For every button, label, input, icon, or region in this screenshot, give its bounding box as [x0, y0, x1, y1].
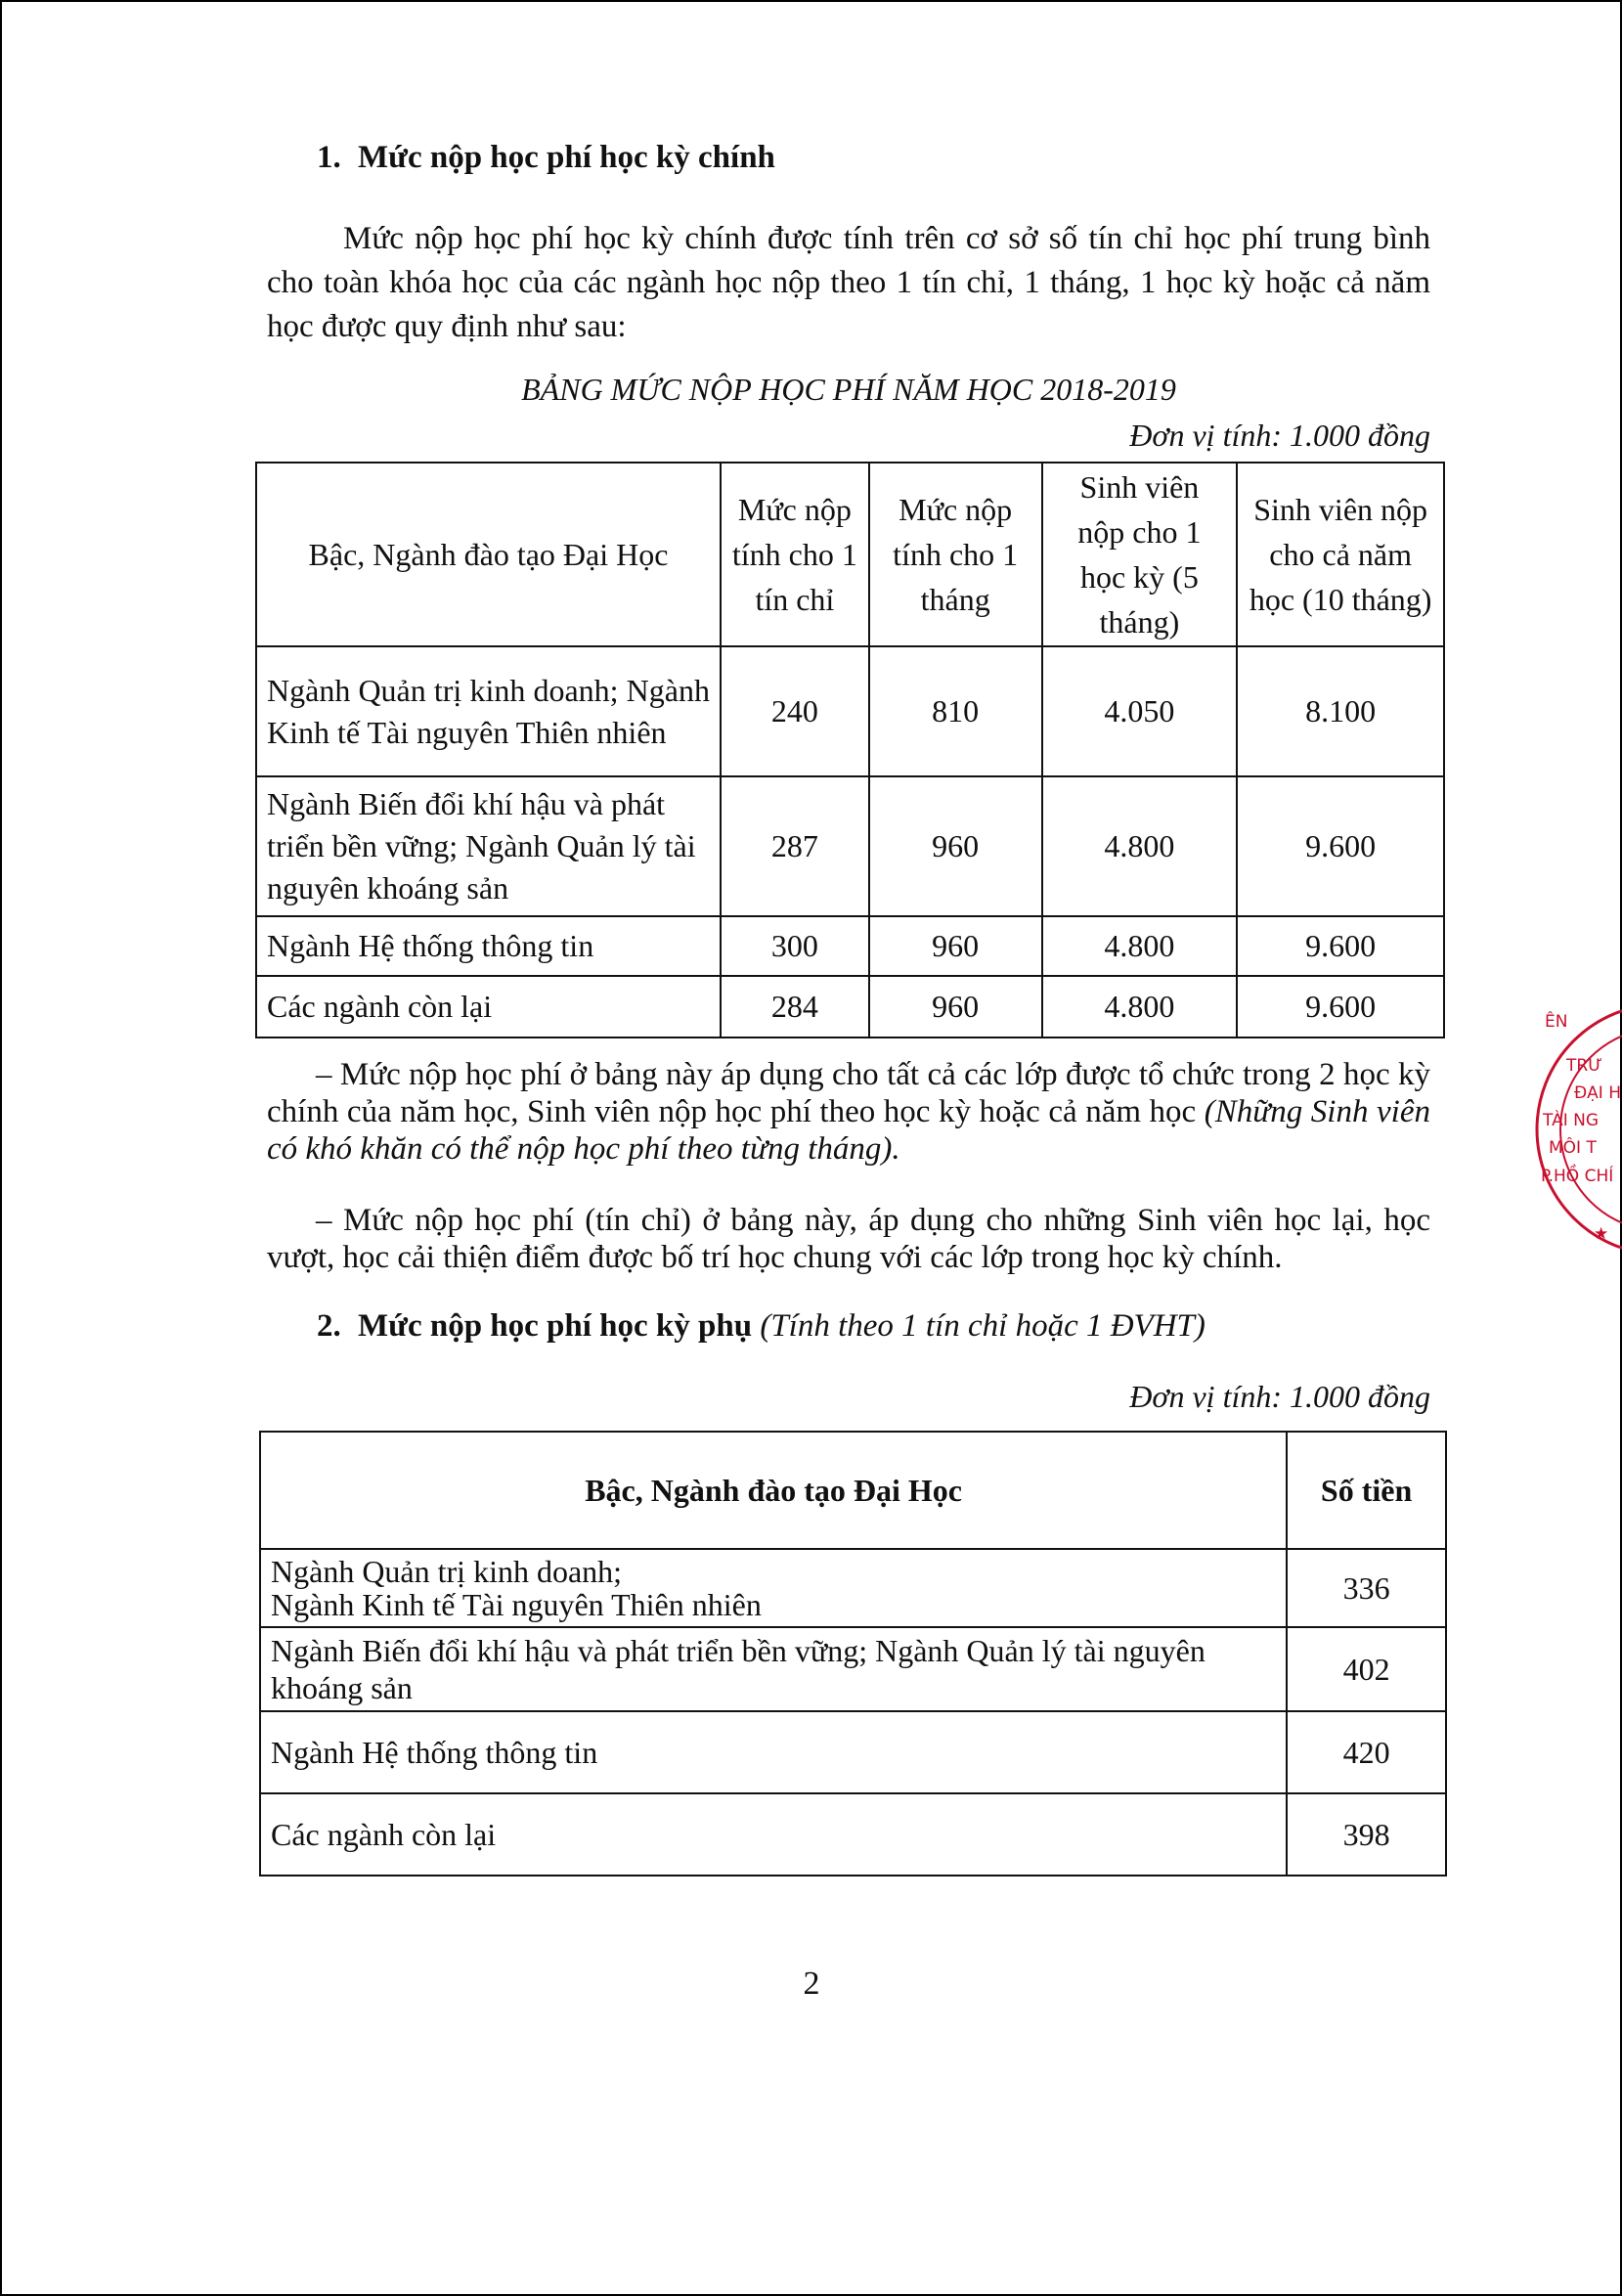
program-name-line-2: Ngành Kinh tế Tài nguyên Thiên nhiên [271, 1587, 762, 1622]
table-row [260, 1793, 1446, 1876]
table-row [256, 646, 1444, 776]
note-1-italic: (Những Sinh viên có khó khăn có thể nộp học phí theo từng tháng). [267, 1094, 1430, 1167]
program-name-line-1: Ngành Quản trị kinh doanh; [271, 1554, 623, 1589]
value-credit: 287 [721, 776, 869, 916]
header-per-credit: Mức nộp tính cho 1 tín chỉ [721, 463, 869, 646]
section-1-title: Mức nộp học phí học kỳ chính [358, 140, 775, 175]
section-2-number: 2. [317, 1308, 341, 1344]
value-year: 9.600 [1237, 976, 1444, 1038]
note-2: – Mức nộp học phí (tín chỉ) ở bảng này, áp dụng cho những Sinh viên học lại, học vượt, học cải thiện điểm được bố trí học chung với các lớp trong học kỳ chính. [267, 1203, 1430, 1275]
page-number: 2 [803, 1965, 820, 2002]
seal-text: ĐẠI H [1574, 1083, 1622, 1103]
section-2-title-note: (Tính theo 1 tín chỉ hoặc 1 ĐVHT) [760, 1308, 1206, 1344]
value-year: 9.600 [1237, 776, 1444, 916]
value-amount: 402 [1287, 1627, 1446, 1711]
value-month: 960 [869, 976, 1042, 1038]
seal-text: TRƯ [1566, 1056, 1602, 1076]
table-header-row [260, 1432, 1446, 1549]
note-1-text: – Mức nộp học phí ở bảng này áp dụng cho tất cả các lớp được tổ chức trong 2 học kỳ chính của năm học, Sinh viên nộp học phí theo học kỳ hoặc cả năm học [267, 1057, 1430, 1129]
table-row [260, 1627, 1446, 1711]
table-1-caption: BẢNG MỨC NỘP HỌC PHÍ NĂM HỌC 2018-2019 [521, 372, 1176, 407]
header-per-year: Sinh viên nộp cho cả năm học (10 tháng) [1237, 463, 1444, 646]
header-program: Bậc, Ngành đào tạo Đại Học [260, 1432, 1287, 1549]
program-name-line-2: khoáng sản [271, 1670, 413, 1705]
official-seal-stamp [1535, 988, 1622, 1271]
header-per-semester: Sinh viên nộp cho 1 học kỳ (5 tháng) [1042, 463, 1238, 646]
note-1 [267, 1056, 1430, 1168]
value-semester: 4.050 [1042, 646, 1238, 776]
value-credit: 284 [721, 976, 869, 1038]
value-month: 810 [869, 646, 1042, 776]
value-credit: 240 [721, 646, 869, 776]
program-name: Ngành Quản trị kinh doanh; Ngành Kinh tế Tài nguyên Thiên nhiên [256, 646, 721, 776]
table-header-row [256, 463, 1444, 646]
section-1-number: 1. [317, 140, 341, 175]
table-1-unit: Đơn vị tính: 1.000 đồng [1129, 418, 1430, 453]
value-semester: 4.800 [1042, 976, 1238, 1038]
table-row [260, 1549, 1446, 1627]
section-1-heading [317, 140, 775, 176]
program-name [260, 1627, 1287, 1711]
value-amount: 336 [1287, 1549, 1446, 1627]
seal-star-icon: ★ [1594, 1224, 1609, 1244]
value-month: 960 [869, 776, 1042, 916]
value-year: 8.100 [1237, 646, 1444, 776]
table-row [256, 916, 1444, 976]
program-name [260, 1549, 1287, 1627]
program-name: Ngành Biến đổi khí hậu và phát triển bền vững; Ngành Quản lý tài nguyên khoáng sản [256, 776, 721, 916]
header-program: Bậc, Ngành đào tạo Đại Học [256, 463, 721, 646]
table-row [260, 1711, 1446, 1793]
program-name: Ngành Hệ thống thông tin [256, 916, 721, 976]
seal-text: P.HỒ CHÍ [1541, 1167, 1614, 1186]
section-2-heading [317, 1308, 1206, 1345]
tuition-table-main [255, 462, 1445, 1038]
value-semester: 4.800 [1042, 776, 1238, 916]
table-row [256, 976, 1444, 1038]
value-semester: 4.800 [1042, 916, 1238, 976]
section-2-title: Mức nộp học phí học kỳ phụ [358, 1308, 753, 1344]
section-1-intro: Mức nộp học phí học kỳ chính được tính trên cơ sở số tín chỉ học phí trung bình cho toàn khóa học của các ngành học nộp theo 1 tín chỉ, 1 tháng, 1 học kỳ hoặc cả năm học được quy định như sau: [267, 221, 1430, 344]
program-name: Các ngành còn lại [260, 1793, 1287, 1876]
value-amount: 398 [1287, 1793, 1446, 1876]
table-2-unit: Đơn vị tính: 1.000 đồng [1129, 1379, 1430, 1414]
value-year: 9.600 [1237, 916, 1444, 976]
header-per-month: Mức nộp tính cho 1 tháng [869, 463, 1042, 646]
value-month: 960 [869, 916, 1042, 976]
program-name-line-1: Ngành Biến đổi khí hậu và phát triển bền vững; Ngành Quản lý tài nguyên [271, 1633, 1206, 1668]
tuition-table-summer [259, 1431, 1447, 1877]
value-amount: 420 [1287, 1711, 1446, 1793]
seal-text: TÀI NG [1543, 1111, 1600, 1130]
seal-text: ÊN [1545, 1012, 1568, 1032]
seal-text: MÔI T [1549, 1138, 1597, 1158]
table-row [256, 776, 1444, 916]
program-name: Các ngành còn lại [256, 976, 721, 1038]
value-credit: 300 [721, 916, 869, 976]
program-name: Ngành Hệ thống thông tin [260, 1711, 1287, 1793]
header-amount: Số tiền [1287, 1432, 1446, 1549]
